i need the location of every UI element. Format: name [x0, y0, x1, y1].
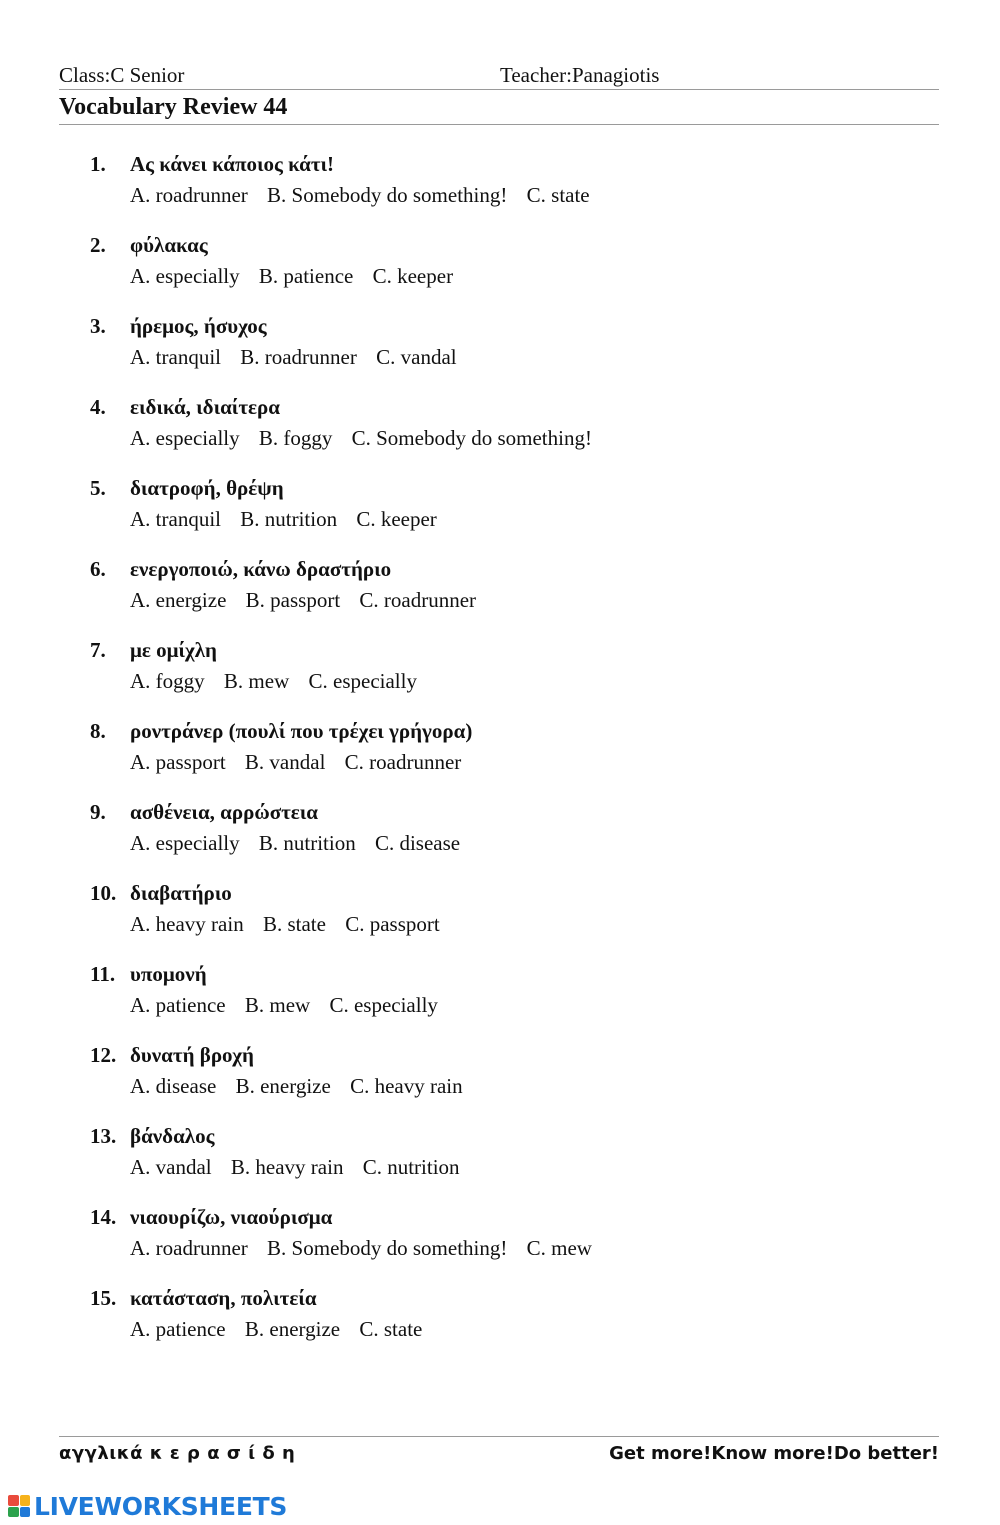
answer-options — [130, 264, 467, 289]
option-a[interactable]: A. roadrunner — [130, 183, 248, 207]
question-prompt: κατάσταση, πολιτεία — [130, 1286, 317, 1310]
question-number: 14. — [90, 1205, 117, 1229]
option-c[interactable]: C. roadrunner — [344, 750, 462, 774]
question-item — [0, 391, 1000, 472]
question-item — [0, 1282, 1000, 1363]
option-a[interactable]: A. tranquil — [130, 345, 221, 369]
question-number: 2. — [90, 233, 106, 257]
option-b[interactable]: B. roadrunner — [240, 345, 357, 369]
question-prompt: υπομονή — [130, 962, 207, 986]
logo-square — [20, 1507, 31, 1518]
question-number: 4. — [90, 395, 106, 419]
option-a[interactable]: A. heavy rain — [130, 912, 244, 936]
option-c[interactable]: C. mew — [526, 1236, 592, 1260]
question-prompt: νιαουρίζω, νιαούρισμα — [130, 1205, 333, 1229]
option-a[interactable]: A. patience — [130, 1317, 226, 1341]
question-item — [0, 229, 1000, 310]
option-b[interactable]: B. Somebody do something! — [267, 1236, 508, 1260]
question-number: 12. — [90, 1043, 117, 1067]
question-number: 3. — [90, 314, 106, 338]
logo-square — [20, 1495, 31, 1506]
option-c[interactable]: C. especially — [329, 993, 438, 1017]
class-label: Class:C Senior — [59, 63, 185, 87]
answer-options — [130, 750, 475, 775]
option-c[interactable]: C. passport — [345, 912, 440, 936]
option-a[interactable]: A. patience — [130, 993, 226, 1017]
question-item — [0, 715, 1000, 796]
option-a[interactable]: A. especially — [130, 831, 240, 855]
question-prompt: διατροφή, θρέψη — [130, 476, 284, 500]
question-number: 9. — [90, 800, 106, 824]
question-prompt: διαβατήριο — [130, 881, 232, 905]
option-a[interactable]: A. disease — [130, 1074, 217, 1098]
question-list — [0, 148, 1000, 1363]
question-item — [0, 472, 1000, 553]
option-c[interactable]: C. state — [359, 1317, 423, 1341]
option-a[interactable]: A. especially — [130, 426, 240, 450]
question-number: 13. — [90, 1124, 117, 1148]
question-prompt: ειδικά, ιδιαίτερα — [130, 395, 280, 419]
question-item — [0, 148, 1000, 229]
option-b[interactable]: B. energize — [244, 1317, 341, 1341]
option-a[interactable]: A. especially — [130, 264, 240, 288]
option-b[interactable]: B. state — [262, 912, 326, 936]
answer-options — [130, 588, 490, 613]
option-a[interactable]: A. passport — [130, 750, 226, 774]
footer-slogan: Get more!Know more!Do better! — [609, 1443, 939, 1464]
option-c[interactable]: C. state — [526, 183, 590, 207]
option-c[interactable]: C. keeper — [372, 264, 454, 288]
answer-options — [130, 183, 604, 208]
option-c[interactable]: C. Somebody do something! — [351, 426, 592, 450]
option-c[interactable]: C. nutrition — [362, 1155, 460, 1179]
option-b[interactable]: B. vandal — [244, 750, 326, 774]
answer-options — [130, 345, 471, 370]
brand-name: LIVEWORKSHEETS — [34, 1491, 288, 1521]
answer-options — [130, 1317, 436, 1342]
title-row — [59, 92, 939, 125]
answer-options — [130, 669, 431, 694]
liveworksheets-logo-icon — [8, 1495, 30, 1517]
option-b[interactable]: B. Somebody do something! — [267, 183, 508, 207]
question-number: 8. — [90, 719, 106, 743]
question-prompt: δυνατή βροχή — [130, 1043, 254, 1067]
option-b[interactable]: B. heavy rain — [230, 1155, 344, 1179]
header-row — [59, 61, 939, 90]
question-prompt: με ομίχλη — [130, 638, 217, 662]
option-c[interactable]: C. especially — [308, 669, 417, 693]
option-c[interactable]: C. heavy rain — [350, 1074, 463, 1098]
question-item — [0, 877, 1000, 958]
option-c[interactable]: C. keeper — [356, 507, 437, 531]
answer-options — [130, 1074, 477, 1099]
option-b[interactable]: B. nutrition — [258, 831, 356, 855]
question-item — [0, 310, 1000, 391]
option-a[interactable]: A. energize — [130, 588, 227, 612]
option-b[interactable]: B. foggy — [258, 426, 333, 450]
question-prompt: ροντράνερ (πουλί που τρέχει γρήγορα) — [130, 719, 473, 743]
option-a[interactable]: A. vandal — [130, 1155, 212, 1179]
teacher-label: Teacher:Panagiotis — [500, 63, 660, 87]
answer-options — [130, 993, 452, 1018]
question-item — [0, 958, 1000, 1039]
option-b[interactable]: B. mew — [244, 993, 311, 1017]
liveworksheets-brand[interactable] — [8, 1491, 287, 1521]
answer-options — [130, 831, 474, 856]
option-c[interactable]: C. vandal — [376, 345, 457, 369]
answer-options — [130, 507, 451, 532]
question-number: 5. — [90, 476, 106, 500]
question-item — [0, 1120, 1000, 1201]
logo-square — [8, 1495, 19, 1506]
question-prompt: Ας κάνει κάποιος κάτι! — [130, 152, 335, 176]
footer-author: αγγλικά κ ε ρ α σ ί δ η — [59, 1443, 296, 1464]
question-item — [0, 634, 1000, 715]
logo-square — [8, 1507, 19, 1518]
question-number: 7. — [90, 638, 106, 662]
answer-options — [130, 1236, 606, 1261]
option-b[interactable]: B. passport — [245, 588, 341, 612]
question-prompt: φύλακας — [130, 233, 208, 257]
option-b[interactable]: B. mew — [223, 669, 290, 693]
question-prompt: ενεργοποιώ, κάνω δραστήριο — [130, 557, 392, 581]
option-a[interactable]: A. roadrunner — [130, 1236, 248, 1260]
option-b[interactable]: B. patience — [258, 264, 354, 288]
question-prompt: ασθένεια, αρρώστεια — [130, 800, 319, 824]
question-number: 15. — [90, 1286, 117, 1310]
page-title: Vocabulary Review 44 — [59, 94, 288, 120]
question-item — [0, 553, 1000, 634]
question-item — [0, 1201, 1000, 1282]
option-c[interactable]: C. roadrunner — [359, 588, 477, 612]
answer-options — [130, 426, 606, 451]
question-number: 6. — [90, 557, 106, 581]
question-number: 11. — [90, 962, 116, 986]
question-number: 10. — [90, 881, 117, 905]
question-number: 1. — [90, 152, 106, 176]
answer-options — [130, 912, 454, 937]
question-item — [0, 1039, 1000, 1120]
question-item — [0, 796, 1000, 877]
question-prompt: βάνδαλος — [130, 1124, 215, 1148]
answer-options — [130, 1155, 474, 1180]
option-c[interactable]: C. disease — [374, 831, 461, 855]
question-prompt: ήρεμος, ήσυχος — [130, 314, 267, 338]
option-b[interactable]: B. energize — [235, 1074, 331, 1098]
option-a[interactable]: A. foggy — [130, 669, 205, 693]
option-b[interactable]: B. nutrition — [240, 507, 338, 531]
option-a[interactable]: A. tranquil — [130, 507, 221, 531]
footer-row — [59, 1436, 939, 1469]
